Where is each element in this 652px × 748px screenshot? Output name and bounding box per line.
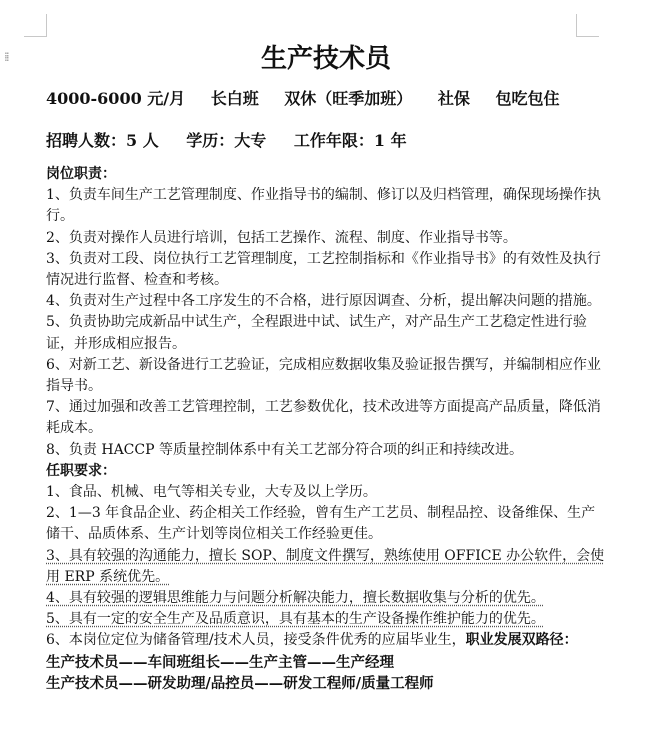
requirement-item: 3、具有较强的沟通能力，擅长 SOP、制度文件撰写，熟练使用 OFFICE 办公软件，会使用 ERP 系统优先。 bbox=[46, 547, 605, 585]
page-corner-mark-top-right bbox=[576, 14, 599, 37]
salary-benefits-line bbox=[46, 86, 580, 109]
social-insurance: 社保 bbox=[437, 89, 470, 108]
requirement-item: 1、食品、机械、电气等相关专业，大专及以上学历。 bbox=[46, 484, 377, 501]
career-path-rnd-quality: 生产技术员——研发助理/品控员——研发工程师/质量工程师 bbox=[46, 675, 434, 693]
requirement-item: 5、具有一定的安全生产及品质意识，具有基本的生产设备操作维护能力的优先。 bbox=[46, 611, 545, 628]
career-path-production: 生产技术员——车间班组长——生产主管——生产经理 bbox=[46, 653, 394, 671]
rest-days: 双休（旺季加班） bbox=[284, 89, 413, 108]
requirement-item: 2、1—3 年食品企业、药企相关工作经验，曾有生产工艺员、制程品控、设备维保、生产储干、品质体系、生产计划等岗位相关工作经验更佳。 bbox=[46, 505, 596, 543]
shift: 长白班 bbox=[210, 89, 259, 108]
requirements-heading: 任职要求： bbox=[46, 462, 116, 479]
duty-item: 1、负责车间生产工艺管理制度、作业指导书的编制、修订以及归档管理，确保现场操作执行。 bbox=[46, 187, 601, 225]
headcount: 招聘人数：5 人 bbox=[46, 131, 159, 150]
requirement-item-6 bbox=[46, 630, 606, 651]
board-lodging: 包吃包住 bbox=[495, 89, 560, 108]
duty-item: 7、通过加强和改善工艺管理控制，工艺参数优化，技术改进等方面提高产品质量，降低消耗成本。 bbox=[46, 399, 601, 437]
duty-item: 4、负责对生产过程中各工序发生的不合格，进行原因调查、分析，提出解决问题的措施。 bbox=[46, 293, 601, 310]
table-move-handle-icon[interactable]: ⁞⁞ bbox=[4, 50, 8, 64]
duty-item: 2、负责对操作人员进行培训，包括工艺操作、流程、制度、作业指导书等。 bbox=[46, 229, 517, 246]
duty-item: 8、负责 HACCP 等质量控制体系中有关工艺部分符合项的纠正和持续改进。 bbox=[46, 441, 523, 458]
document-body bbox=[46, 164, 606, 695]
duties-heading: 岗位职责： bbox=[46, 166, 116, 182]
page-corner-mark-top-left bbox=[24, 14, 47, 37]
duty-item: 3、负责对工段、岗位执行工艺管理制度，工艺控制指标和《作业指导书》的有效性及执行情况进行监督、检查和考核。 bbox=[46, 250, 601, 289]
duty-item: 6、对新工艺、新设备进行工艺验证，完成相应数据收集及验证报告撰写，并编制相应作业指导书。 bbox=[46, 356, 601, 395]
document-title: 生产技术员 bbox=[260, 44, 391, 74]
duty-item: 5、负责协助完成新品中试生产，全程跟进中试、试生产，对产品生产工艺稳定性进行验证，并形成相应报告。 bbox=[46, 314, 587, 352]
recruit-info-line bbox=[46, 128, 429, 151]
career-path-heading: 职业发展双路径： bbox=[465, 632, 578, 649]
education: 学历：大专 bbox=[186, 131, 267, 150]
requirement-item: 4、具有较强的逻辑思维能力与问题分析解决能力，擅长数据收集与分析的优先。 bbox=[46, 590, 545, 607]
experience-years: 工作年限：1 年 bbox=[293, 131, 407, 150]
salary: 4000-6000 元/月 bbox=[46, 89, 186, 108]
requirement-item-6-text: 6、本岗位定位为储备管理/技术人员，接受条件优秀的应届毕业生， bbox=[46, 632, 466, 649]
